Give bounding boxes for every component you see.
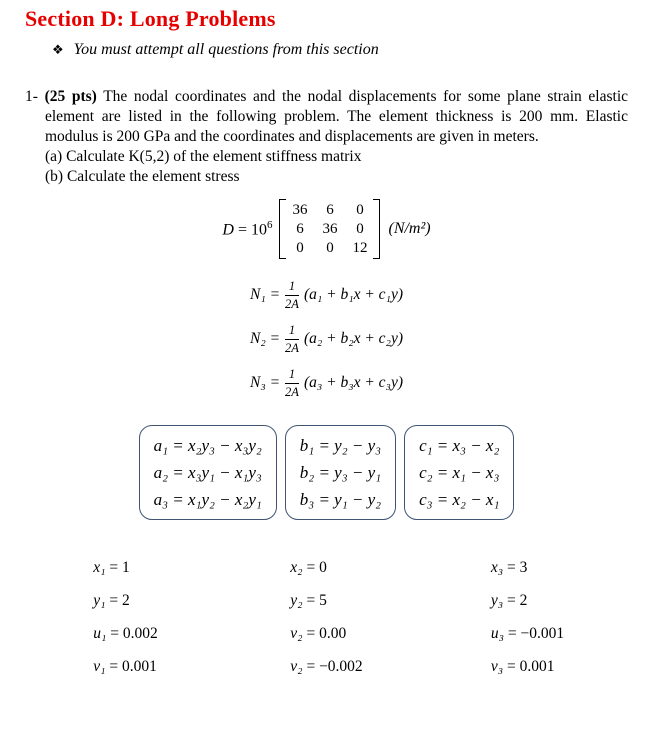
d-matrix-grid (286, 199, 373, 259)
matrix-cell: 6 (296, 221, 304, 237)
sf2-denominator: 2A (285, 340, 299, 355)
shape-functions (25, 279, 628, 399)
box-line: a₁ = x₂y₃ − x₃y₂ (153, 436, 262, 455)
sf2-numerator: 1 (285, 323, 299, 340)
matrix-cell: 0 (296, 240, 304, 256)
section-title: Section D: Long Problems (25, 6, 276, 31)
box-line: a₂ = x₃y₁ − x₁y₃ (153, 463, 262, 482)
problem-body: The nodal coordinates and the nodal displacements for some plane strain elastic element are listed in the following problem. The element thickness is 200 mm. Elastic modulus is 200 GPa and the coordinates and displacements are given in meters. (45, 88, 629, 145)
diamond-bullet-icon: ❖ (52, 43, 64, 58)
section-note (52, 41, 628, 59)
d-equals-base: = 10 (233, 221, 267, 239)
box-line: b₂ = y₃ − y₁ (299, 463, 382, 482)
value-item: x₁ = 1 (93, 559, 130, 576)
box-line: c₁ = x₃ − x₂ (419, 436, 500, 455)
sf1-fraction (285, 279, 299, 312)
sf1-lhs: N₁ = (249, 286, 281, 303)
d-variable: D (222, 221, 234, 239)
value-item: x₃ = 3 (490, 559, 528, 576)
c-coefficients-box (404, 425, 514, 520)
value-item: v₁ = 0.001 (93, 658, 157, 675)
problem-part-b: (b) Calculate the element stress (45, 168, 240, 185)
matrix-cell: 12 (352, 240, 368, 256)
b-coefficients-box (285, 425, 396, 520)
d-equation-lhs (222, 219, 272, 239)
sf3-rhs: (a₃ + b₃x + c₃y) (303, 374, 403, 391)
value-item: y₃ = 2 (490, 592, 528, 609)
matrix-cell: 36 (322, 221, 338, 237)
node1-values-column (93, 558, 158, 677)
d-units: (N/m²) (388, 220, 431, 237)
value-item: x₂ = 0 (290, 559, 327, 576)
value-item: y₁ = 2 (93, 592, 130, 609)
matrix-cell: 36 (292, 202, 308, 218)
left-bracket (279, 199, 286, 259)
problem-number: 1- (25, 88, 38, 105)
d-matrix (279, 199, 380, 259)
problem-subparts (25, 147, 628, 187)
sf3-fraction (285, 367, 299, 400)
box-line: c₃ = x₂ − x₁ (419, 490, 500, 509)
box-line: b₃ = y₁ − y₂ (299, 490, 382, 509)
sf3-denominator: 2A (285, 384, 299, 399)
value-item: v₃ = 0.001 (490, 658, 555, 675)
box-line: c₂ = x₁ − x₃ (419, 463, 500, 482)
nodal-values-table (25, 558, 628, 677)
matrix-cell: 0 (356, 221, 364, 237)
value-item: u₁ = 0.002 (93, 625, 158, 642)
matrix-cell: 6 (326, 202, 334, 218)
sf1-numerator: 1 (285, 279, 299, 296)
sf1-rhs: (a₁ + b₁x + c₁y) (303, 286, 403, 303)
coefficient-boxes (25, 425, 628, 520)
box-line: a₃ = x₁y₂ − x₂y₁ (153, 490, 262, 509)
value-item: u₃ = −0.001 (490, 625, 565, 642)
shape-function-2 (25, 323, 628, 355)
sf2-rhs: (a₂ + b₂x + c₂y) (303, 330, 403, 347)
shape-function-1 (25, 279, 628, 311)
matrix-cell: 0 (326, 240, 334, 256)
problem-statement (25, 87, 628, 147)
value-item: y₂ = 5 (290, 592, 327, 609)
right-bracket (373, 199, 380, 259)
sf3-lhs: N₃ = (249, 374, 281, 391)
node3-values-column (491, 558, 564, 677)
sf1-denominator: 2A (285, 296, 299, 311)
d-matrix-equation (25, 199, 628, 259)
value-item: v₂ = −0.002 (290, 658, 363, 675)
a-coefficients-box (139, 425, 277, 520)
shape-function-3 (25, 367, 628, 399)
problem-points: (25 pts) (44, 88, 97, 105)
d-exponent: 6 (266, 218, 273, 231)
sf3-numerator: 1 (285, 367, 299, 384)
sf2-lhs: N₂ = (249, 330, 281, 347)
node2-values-column (290, 558, 362, 677)
box-line: b₁ = y₂ − y₃ (299, 436, 382, 455)
matrix-cell: 0 (356, 202, 364, 218)
sf2-fraction (285, 323, 299, 356)
value-item: v₂ = 0.00 (290, 625, 347, 642)
problem-part-a: (a) Calculate K(5,2) of the element stiffness matrix (45, 148, 362, 165)
section-note-text: You must attempt all questions from this section (73, 41, 379, 58)
